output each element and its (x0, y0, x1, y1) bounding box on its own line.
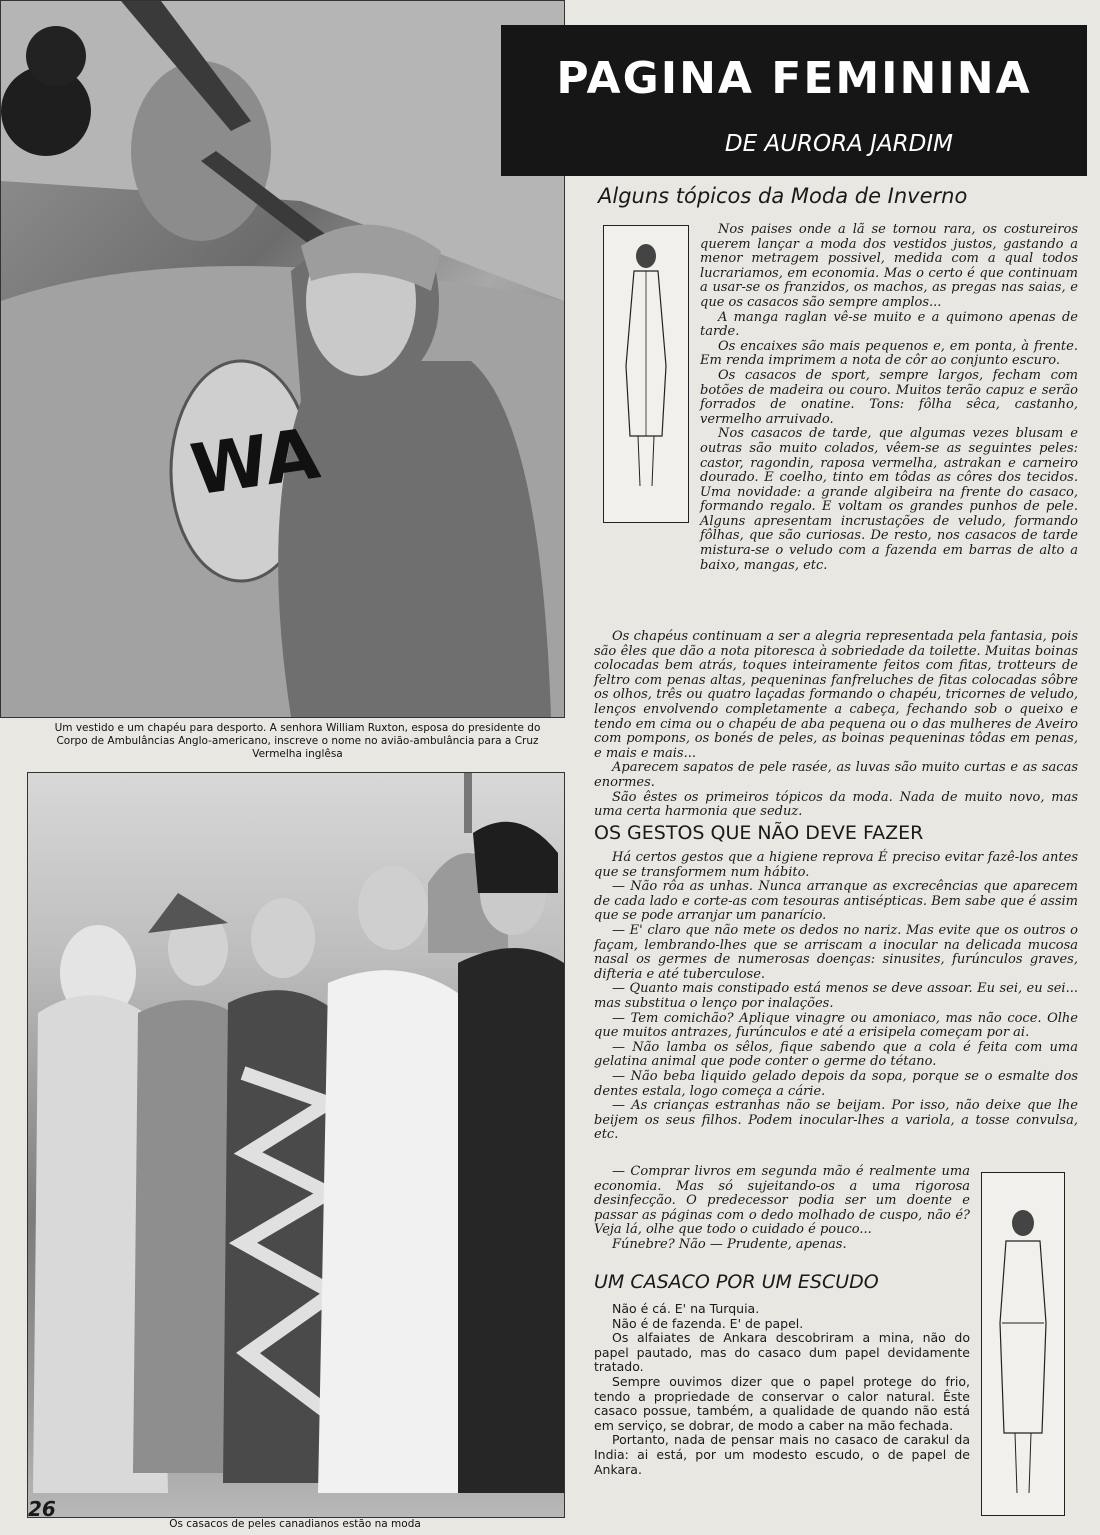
masthead-banner (501, 25, 1087, 176)
article2-column-full (594, 851, 1078, 1143)
article1-column-top (700, 223, 1078, 573)
top-photo-caption: Um vestido e um chapéu para desporto. A senhora William Ruxton, esposa do presidente do Corpo de Ambulâncias Anglo-americano, inscreve o nome no avião-ambulância para a Cruz Vermelha inglêsa (54, 722, 541, 760)
article2-paragraph: — Não beba liquido gelado depois da sopa, porque se o esmalte dos dentes estala, logo começa a cárie. (594, 1068, 1078, 1099)
article2-paragraph: Há certos gestos que a higiene reprova É preciso evitar fazê-los antes que se transformem num hábito. (594, 850, 1078, 880)
dress-sketch-icon (604, 226, 688, 522)
bottom-photo-caption: Os casacos de peles canadianos estão na moda (169, 1518, 421, 1530)
byline: DE AURORA JARDIM (724, 131, 953, 157)
dress-sketch-1 (603, 225, 689, 523)
article1-paragraph: A manga raglan vê-se muito e a quimono apenas de tarde. (700, 309, 1078, 340)
article2-paragraph: — Comprar livros em segunda mão é realmente uma economia. Mas só sujeitando-os a uma rigorosa desinfecção. O predecessor podia ser um doente e passar as páginas com o dedo molhado de cuspo, não é? Veja lá, olhe que todo o cuidado é pouco... (594, 1164, 970, 1238)
article3-paragraph: Não é cá. E' na Turquia. (612, 1301, 760, 1316)
article1-paragraph: Aparecem sapatos de pele rasée, as luvas são muito curtas e as sacas enormes. (594, 760, 1078, 790)
dress-sketch-2 (981, 1172, 1065, 1516)
article3-paragraph: Sempre ouvimos dizer que o papel protege do frio, tendo a propriedade de conservar o calor natural. Êste casaco possue, também, a qualidade de quando não está em serviço, se dobrar, de modo a caber na mão fechada. (594, 1373, 970, 1433)
article1-paragraph: Nos paises onde a lã se tornou rara, os costureiros querem lançar a moda dos vestidos justos, gastando a menor metragem possivel, medida com a qual todos lucrariamos, em economia. Mas o certo é que continuam a usar-se os franzidos, os machos, as pregas nas saias, e que os casacos são sempre amplos... (700, 222, 1078, 310)
airplane-photo-illustration (1, 1, 564, 717)
article3-column (594, 1302, 970, 1477)
article3-heading: UM CASACO POR UM ESCUDO (594, 1271, 879, 1293)
photo-five-women-furs (27, 772, 565, 1518)
plane-letters: WA (185, 412, 325, 512)
article1-paragraph: São êstes os primeiros tópicos da moda. Nada de muito novo, mas uma certa harmonia que seduz. (594, 789, 1078, 820)
article2-paragraph: — E' claro que não mete os dedos no nariz. Mas evite que os outros o façam, lembrando-lhes que se arriscam a inocular na delicada mucosa nasal os germes de numerosas doenças: sinusites, furúnculos graves, difteria e até tuberculose. (594, 922, 1078, 982)
article2-column-narrow (594, 1165, 970, 1253)
dress-sketch-icon (982, 1173, 1064, 1515)
article2-heading: OS GESTOS QUE NÃO DEVE FAZER (594, 822, 924, 844)
article3-paragraph: Não é de fazenda. E' de papel. (612, 1315, 804, 1331)
article2-paragraph: — Não rôa as unhas. Nunca arranque as excrecências que aparecem de cada lado e corte-as com tesouras antisépticas. Bem sabe que é assim que se pode arranjar um panarício. (594, 879, 1078, 924)
article1-paragraph: Os casacos de sport, sempre largos, fecham com botões de madeira ou couro. Muitos terão capuz e serão forrados de onatine. Tons: fôlha sêca, castanho, vermelho arruivado. (700, 367, 1078, 427)
article1-column-bottom (594, 630, 1078, 820)
article1-paragraph: Os encaixes são mais pequenos e, em ponta, à frente. Em renda imprimem a nota de côr ao conjunto escuro. (700, 338, 1078, 369)
page-number: 26 (28, 1497, 56, 1521)
article2-paragraph: — Não lamba os sêlos, fique sabendo que a cola é feita com uma gelatina animal que pode conter o germe do tétano. (594, 1039, 1078, 1070)
article2-paragraph: — Tem comichão? Aplique vinagre ou amoniaco, mas não coce. Olhe que muitos antrazes, furúnculos e até a erisipela começam por ai. (594, 1010, 1078, 1041)
article3-paragraph: Os alfaiates de Ankara descobriram a mina, não do papel pautado, mas do casaco dum papel devidamente tratado. (594, 1330, 970, 1375)
article1-paragraph: Nos casacos de tarde, que algumas vezes blusam e outras são muito colados, vêem-se as seguintes peles: castor, ragondin, raposa vermelha, astrakan e carneiro dourado. E coelho, tinto em tôdas as côres dos tecidos. Uma novidade: a grande algibeira na frente do casaco, formando regalo. E voltam os grandes punhos de pele. Alguns apresentam incrustações de veludo, formando fôlhas, que são curiosas. De resto, nos casacos de tarde mistura-se o veludo com a fazenda em barras de alto a baixo, mangas, etc. (700, 426, 1078, 573)
article3-paragraph: Portanto, nada de pensar mais no casaco de carakul da India: ai está, por um modesto escudo, o de papel de Ankara. (594, 1432, 970, 1477)
article1-heading: Alguns tópicos da Moda de Inverno (598, 184, 968, 208)
article2-paragraph: — As crianças estranhas não se beijam. Por isso, não deixe que lhe beijem os seus filhos. Podem inocular-lhes a variola, a tosse convulsa, etc. (594, 1098, 1078, 1143)
photo-airplane-woman (0, 0, 565, 718)
fur-coats-photo-illustration (28, 773, 564, 1517)
article2-paragraph: — Quanto mais constipado está menos se deve assoar. Eu sei, eu sei... mas substitua o lenço por inalações. (594, 981, 1078, 1011)
page-title: PAGINA FEMININA (556, 53, 1032, 104)
article1-paragraph: Os chapéus continuam a ser a alegria representada pela fantasia, pois são êles que dão a nota pitoresca à sobriedade da toilette. Muitas boinas colocadas bem atrás, toques inteiramente feitos com fitas, trotteurs de feltro com penas altas, pequeninas fanfreluches de fitas colocadas sôbre os olhos, três ou quatro laçadas formando o chapéu, tricornes de veludo, lenços envolvendo completamente a cabeça, fechando sob o queixo e tendo em cima ou o chapéu de aba pequena ou o das mulheres de Aveiro com pompons, os bonés de peles, as boinas pequeninas tôdas em penas, e mais e mais... (594, 629, 1078, 761)
article2-paragraph: Fúnebre? Não — Prudente, apenas. (612, 1236, 847, 1252)
